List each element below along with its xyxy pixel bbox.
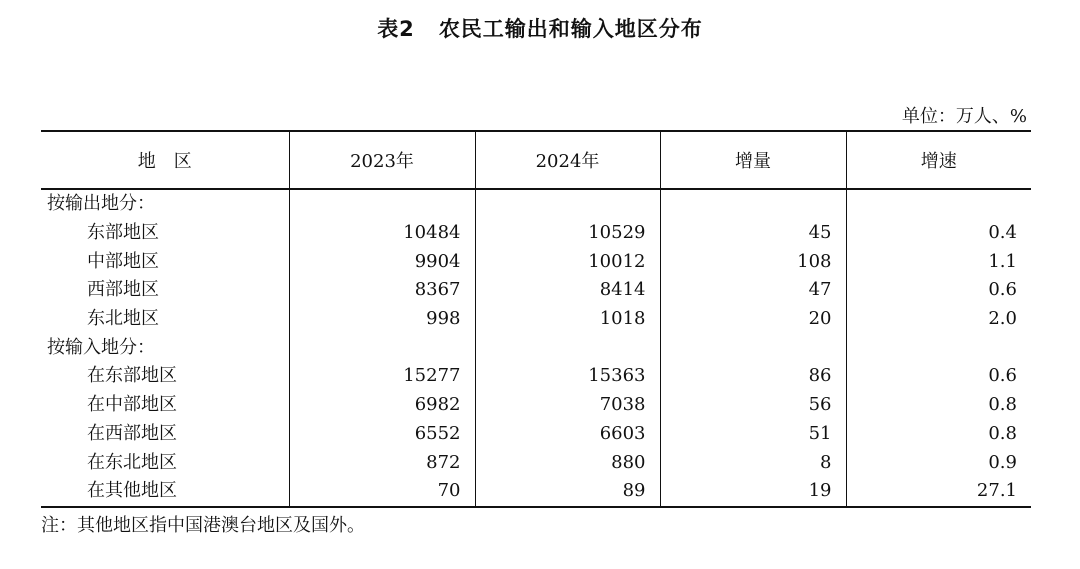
value-rate: 0.4 (846, 219, 1031, 248)
region-cell: 在其他地区 (87, 480, 177, 502)
region-cell: 东部地区 (87, 222, 159, 244)
table-row (41, 305, 1031, 334)
table-row (41, 477, 1031, 507)
header-increase: 增量 (660, 131, 846, 189)
value-rate: 0.9 (846, 448, 1031, 477)
table-row (41, 362, 1031, 391)
value-2023: 9904 (289, 247, 475, 276)
value-rate: 0.6 (846, 276, 1031, 305)
value-2024: 7038 (475, 391, 660, 420)
region-cell: 在东部地区 (87, 365, 177, 387)
value-2024: 10012 (475, 247, 660, 276)
value-2024: 880 (475, 448, 660, 477)
value-2023: 6982 (289, 391, 475, 420)
value-increase: 108 (660, 247, 846, 276)
region-cell: 西部地区 (87, 279, 159, 301)
value-2024: 10529 (475, 219, 660, 248)
table-number: 表2 (377, 17, 415, 41)
region-cell: 在西部地区 (87, 422, 177, 444)
value-2023: 15277 (289, 362, 475, 391)
value-2023: 872 (289, 448, 475, 477)
group-row-input (41, 333, 1031, 362)
table-title (0, 14, 1080, 44)
value-2023: 6552 (289, 420, 475, 449)
value-increase: 19 (660, 477, 846, 507)
table-row (41, 391, 1031, 420)
table-row (41, 219, 1031, 248)
value-2023: 998 (289, 305, 475, 334)
value-2024: 89 (475, 477, 660, 507)
group-row-output (41, 189, 1031, 219)
region-cell: 中部地区 (87, 250, 159, 272)
distribution-table (41, 130, 1031, 508)
value-2024: 15363 (475, 362, 660, 391)
table-row (41, 448, 1031, 477)
value-increase: 86 (660, 362, 846, 391)
table-title-text: 农民工输出和输入地区分布 (438, 17, 703, 41)
group-label: 按输出地分： (47, 193, 155, 215)
group-label: 按输入地分： (47, 336, 155, 358)
value-rate: 2.0 (846, 305, 1031, 334)
header-region: 地 区 (137, 151, 192, 172)
value-rate: 27.1 (846, 477, 1031, 507)
header-2023: 2023年 (289, 131, 475, 189)
value-increase: 47 (660, 276, 846, 305)
header-rate: 增速 (846, 131, 1031, 189)
footnote: 注：其他地区指中国港澳台地区及国外。 (41, 515, 365, 536)
value-2023: 10484 (289, 219, 475, 248)
value-rate: 1.1 (846, 247, 1031, 276)
value-increase: 8 (660, 448, 846, 477)
unit-label: 单位：万人、% (901, 106, 1027, 127)
value-2023: 70 (289, 477, 475, 507)
value-increase: 20 (660, 305, 846, 334)
header-row (41, 131, 1031, 189)
value-increase: 45 (660, 219, 846, 248)
header-2024: 2024年 (475, 131, 660, 189)
region-cell: 东北地区 (87, 308, 159, 330)
region-cell: 在东北地区 (87, 451, 177, 473)
value-2023: 8367 (289, 276, 475, 305)
table-row (41, 276, 1031, 305)
value-rate: 0.6 (846, 362, 1031, 391)
value-rate: 0.8 (846, 420, 1031, 449)
value-increase: 56 (660, 391, 846, 420)
table-row (41, 420, 1031, 449)
value-increase: 51 (660, 420, 846, 449)
value-2024: 8414 (475, 276, 660, 305)
value-rate: 0.8 (846, 391, 1031, 420)
table-row (41, 247, 1031, 276)
value-2024: 1018 (475, 305, 660, 334)
region-cell: 在中部地区 (87, 394, 177, 416)
value-2024: 6603 (475, 420, 660, 449)
